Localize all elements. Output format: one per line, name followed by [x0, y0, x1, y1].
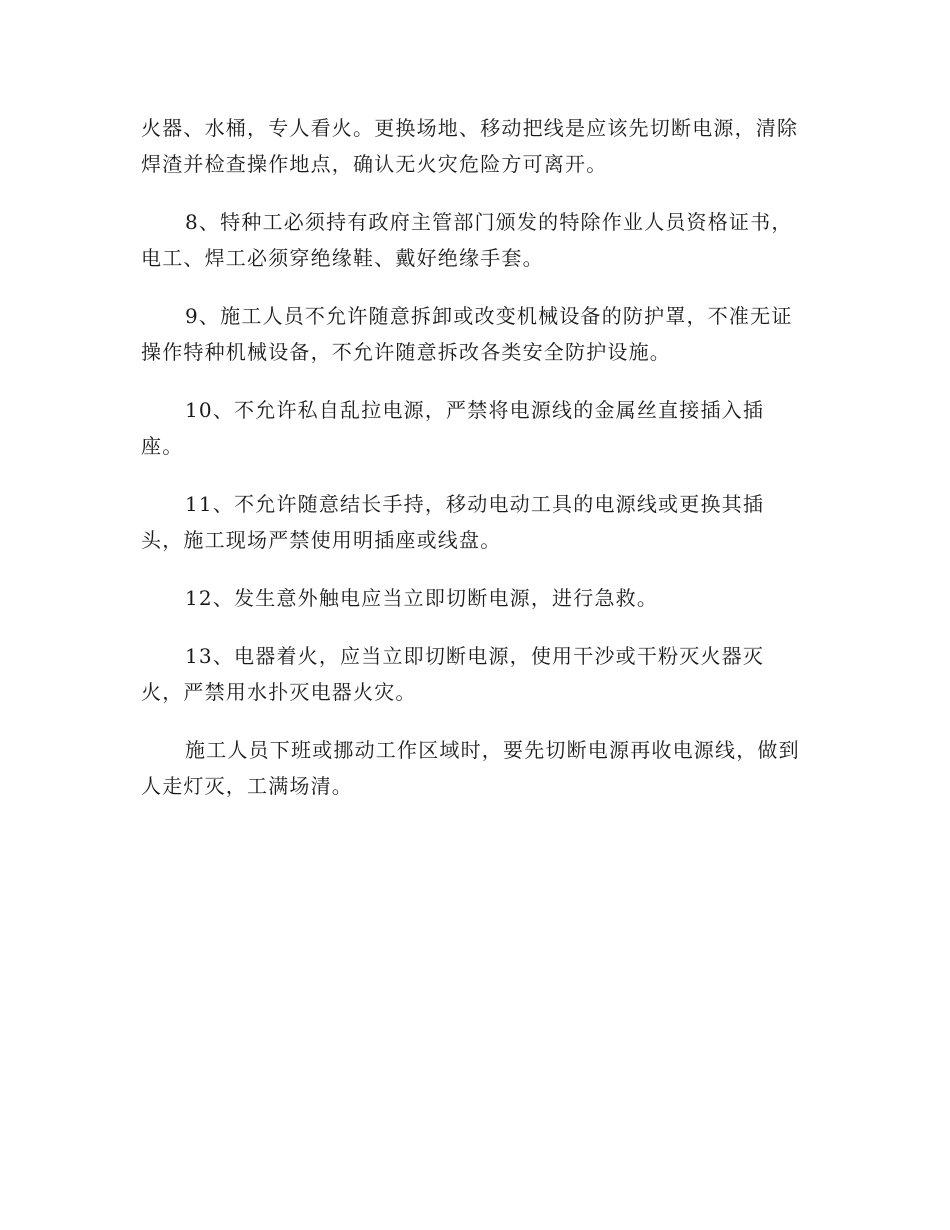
document-body — [141, 110, 806, 826]
paragraph-rule-12: 12、发生意外触电应当立即切断电源，进行急救。 — [185, 586, 659, 610]
paragraph-rule-9: 9、施工人员不允许随意拆卸或改变机械设备的防护罩，不准无证操作特种机械设备，不允许随意拆改各类安全防护设施。 — [141, 304, 793, 364]
paragraph-closing: 施工人员下班或挪动工作区域时，要先切断电源再收电源线，做到人走灯灭，工满场清。 — [141, 738, 800, 798]
paragraph-continuation: 火器、水桶，专人看火。更换场地、移动把线是应该先切断电源，清除焊渣并检查操作地点，确认无火灾危险方可离开。 — [141, 116, 799, 176]
paragraph-rule-10: 10、不允许私自乱拉电源，严禁将电源线的金属丝直接插入插座。 — [141, 398, 765, 458]
paragraph-rule-11: 11、不允许随意结长手持，移动电动工具的电源线或更换其插头，施工现场严禁使用明插座或线盘。 — [141, 492, 765, 552]
paragraph-rule-13: 13、电器着火，应当立即切断电源，使用干沙或干粉灭火器灭火，严禁用水扑灭电器火灾。 — [141, 644, 765, 704]
paragraph-rule-8: 8、特种工必须持有政府主管部门颁发的特除作业人员资格证书，电工、焊工必须穿绝缘鞋、戴好绝缘手套。 — [141, 210, 793, 270]
